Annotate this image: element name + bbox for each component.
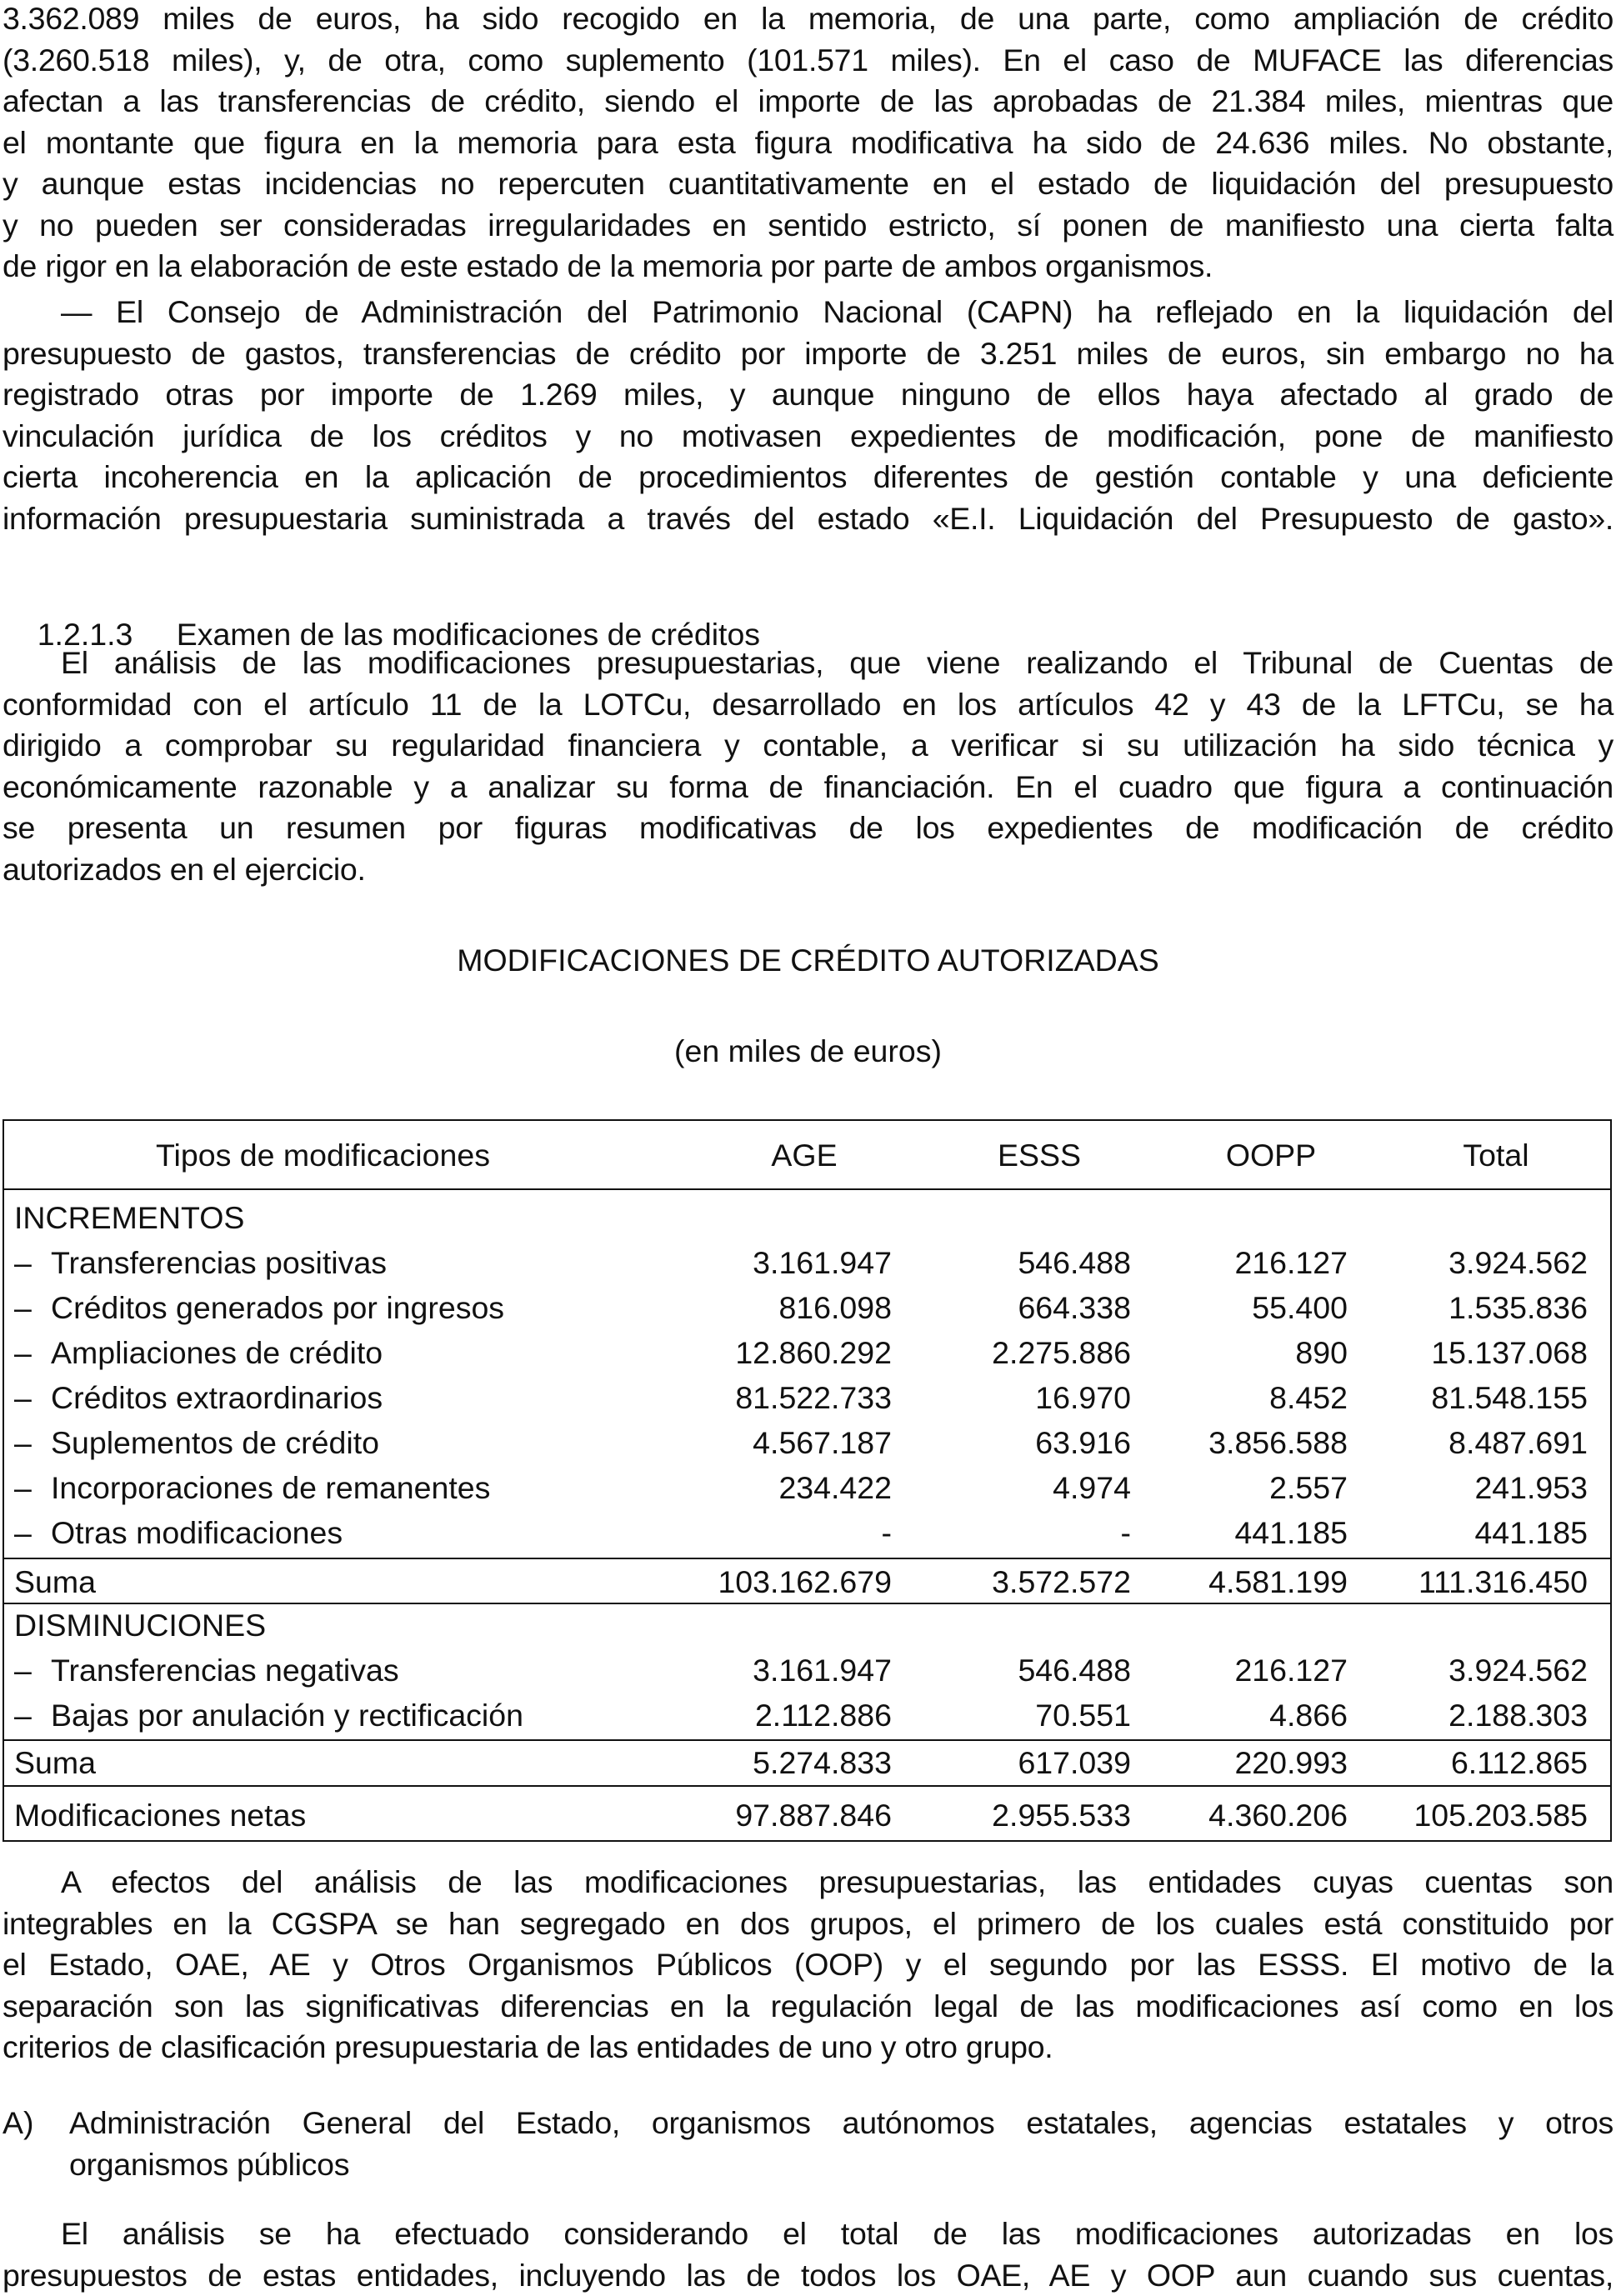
cell-age: 81.522.733 bbox=[642, 1375, 892, 1420]
paragraph-line: y aunque estas incidencias no repercuten cuantitativamente en el estado de liquidación del presupuesto bbox=[3, 163, 1613, 205]
header-cell: AGE bbox=[679, 1133, 929, 1178]
cell-esss: 63.916 bbox=[881, 1420, 1131, 1465]
cell-age: - bbox=[642, 1510, 892, 1555]
cell-oopp: 220.993 bbox=[1098, 1740, 1348, 1785]
paragraph-5 bbox=[3, 2213, 1613, 2296]
table-title: MODIFICACIONES DE CRÉDITO AUTORIZADAS bbox=[0, 939, 1616, 981]
paragraph-line: presupuesto de gastos, transferencias de crédito por importe de 3.251 miles de euros, sin embargo no ha bbox=[3, 333, 1613, 375]
paragraph-line: separación son las significativas diferencias en la regulación legal de las modificaciones así como en los bbox=[3, 1986, 1613, 2028]
cell-oopp: 4.360.206 bbox=[1098, 1793, 1348, 1838]
header-cell: OOPP bbox=[1146, 1133, 1396, 1178]
cell-esss: - bbox=[881, 1510, 1131, 1555]
paragraph-line: vinculación jurídica de los créditos y no motivasen expedientes de modificación, pone de manifiesto bbox=[3, 416, 1613, 458]
table-unit: (en miles de euros) bbox=[0, 1030, 1616, 1072]
paragraph-line: El análisis se ha efectuado considerando el total de las modificaciones autorizadas en los bbox=[3, 2213, 1613, 2255]
cell-oopp: 216.127 bbox=[1098, 1648, 1348, 1693]
cell-age: 4.567.187 bbox=[642, 1420, 892, 1465]
paragraph-3 bbox=[3, 643, 1613, 890]
cell-esss: 546.488 bbox=[881, 1648, 1131, 1693]
cell-total: 241.953 bbox=[1321, 1465, 1588, 1510]
cell-total: 441.185 bbox=[1321, 1510, 1588, 1555]
section-title: Examen de las modificaciones de créditos bbox=[177, 617, 760, 652]
cell-age: 5.274.833 bbox=[642, 1740, 892, 1785]
cell-age: 3.161.947 bbox=[642, 1240, 892, 1285]
row-label: – Bajas por anulación y rectificación bbox=[14, 1693, 523, 1738]
cell-oopp: 890 bbox=[1098, 1330, 1348, 1375]
paragraph-1 bbox=[3, 0, 1613, 288]
paragraph-line: afectan a las transferencias de crédito, siendo el importe de las aprobadas de 21.384 miles, mientras que bbox=[3, 81, 1613, 123]
cell-total: 81.548.155 bbox=[1321, 1375, 1588, 1420]
cell-total: 3.924.562 bbox=[1321, 1648, 1588, 1693]
paragraph-line: A efectos del análisis de las modificaciones presupuestarias, las entidades cuyas cuentas son bbox=[3, 1862, 1613, 1903]
row-label: – Transferencias positivas bbox=[14, 1240, 387, 1285]
paragraph-line: autorizados en el ejercicio. bbox=[3, 849, 1613, 891]
paragraph-line: dirigido a comprobar su regularidad financiera y contable, a verificar si su utilización ha sido técnica y bbox=[3, 725, 1613, 767]
paragraph-line: económicamente razonable y a analizar su forma de financiación. En el cuadro que figura a continuación bbox=[3, 767, 1613, 808]
cell-oopp: 8.452 bbox=[1098, 1375, 1348, 1420]
cell-total: 8.487.691 bbox=[1321, 1420, 1588, 1465]
cell-total: 2.188.303 bbox=[1321, 1693, 1588, 1738]
cell-esss: 4.974 bbox=[881, 1465, 1131, 1510]
row-label: – Ampliaciones de crédito bbox=[14, 1330, 383, 1375]
cell-oopp: 441.185 bbox=[1098, 1510, 1348, 1555]
cell-total: 3.924.562 bbox=[1321, 1240, 1588, 1285]
paragraph-line: cierta incoherencia en la aplicación de procedimientos diferentes de gestión contable y una deficiente bbox=[3, 457, 1613, 498]
paragraph-line: (3.260.518 miles), y, de otra, como suplemento (101.571 miles). En el caso de MUFACE las diferencias bbox=[3, 40, 1613, 82]
paragraph-line: conformidad con el artículo 11 de la LOTCu, desarrollado en los artículos 42 y 43 de la LFTCu, se ha bbox=[3, 684, 1613, 726]
cell-esss: 2.955.533 bbox=[881, 1793, 1131, 1838]
header-cell: ESSS bbox=[914, 1133, 1164, 1178]
row-label: – Créditos extraordinarios bbox=[14, 1375, 383, 1420]
paragraph-line: el montante que figura en la memoria para esta figura modificativa ha sido de 24.636 miles. No obstante, bbox=[3, 123, 1613, 164]
row-label: – Suplementos de crédito bbox=[14, 1420, 379, 1465]
row-label: Suma bbox=[14, 1740, 96, 1785]
cell-esss: 664.338 bbox=[881, 1285, 1131, 1330]
cell-age: 2.112.886 bbox=[642, 1693, 892, 1738]
cell-esss: 546.488 bbox=[881, 1240, 1131, 1285]
paragraph-line: se presenta un resumen por figuras modificativas de los expedientes de modificación de crédito bbox=[3, 808, 1613, 849]
cell-esss: 3.572.572 bbox=[881, 1559, 1131, 1604]
cell-esss: 16.970 bbox=[881, 1375, 1131, 1420]
cell-total: 15.137.068 bbox=[1321, 1330, 1588, 1375]
paragraph-line: Administración General del Estado, organismos autónomos estatales, agencias estatales y otros bbox=[69, 2103, 1613, 2144]
cell-age: 816.098 bbox=[642, 1285, 892, 1330]
paragraph-2 bbox=[3, 292, 1613, 539]
cell-oopp: 3.856.588 bbox=[1098, 1420, 1348, 1465]
paragraph-line: — El Consejo de Administración del Patrimonio Nacional (CAPN) ha reflejado en la liquidación del bbox=[3, 292, 1613, 333]
row-label: Modificaciones netas bbox=[14, 1793, 306, 1838]
row-label: – Créditos generados por ingresos bbox=[14, 1285, 504, 1330]
paragraph-line: 3.362.089 miles de euros, ha sido recogido en la memoria, de una parte, como ampliación de crédito bbox=[3, 0, 1613, 40]
cell-esss: 617.039 bbox=[881, 1740, 1131, 1785]
cell-esss: 70.551 bbox=[881, 1693, 1131, 1738]
cell-esss: 2.275.886 bbox=[881, 1330, 1131, 1375]
paragraph-line: El análisis de las modificaciones presupuestarias, que viene realizando el Tribunal de Cuentas de bbox=[3, 643, 1613, 684]
header-cell: Tipos de modificaciones bbox=[4, 1133, 642, 1178]
cell-age: 3.161.947 bbox=[642, 1648, 892, 1693]
paragraph-4 bbox=[3, 1862, 1613, 2068]
paragraph-line: presupuestos de estas entidades, incluyendo las de todos los OAE, AE y OOP aun cuando sus cuentas, bbox=[3, 2255, 1613, 2296]
cell-oopp: 2.557 bbox=[1098, 1465, 1348, 1510]
table-header-row bbox=[4, 1121, 1610, 1190]
modifications-table bbox=[3, 1119, 1612, 1842]
group-label-incrementos: INCREMENTOS bbox=[14, 1195, 244, 1240]
cell-age: 234.422 bbox=[642, 1465, 892, 1510]
list-marker: A) bbox=[3, 2103, 34, 2144]
cell-total: 1.535.836 bbox=[1321, 1285, 1588, 1330]
paragraph-line: integrables en la CGSPA se han segregado en dos grupos, el primero de los cuales está constituido por bbox=[3, 1903, 1613, 1945]
row-divider bbox=[4, 1785, 1610, 1787]
paragraph-line: el Estado, OAE, AE y Otros Organismos Públicos (OOP) y el segundo por las ESSS. El motivo de la bbox=[3, 1944, 1613, 1986]
cell-age: 103.162.679 bbox=[642, 1559, 892, 1604]
row-label: – Otras modificaciones bbox=[14, 1510, 343, 1555]
row-label: Suma bbox=[14, 1559, 96, 1604]
cell-total: 6.112.865 bbox=[1321, 1740, 1588, 1785]
cell-oopp: 55.400 bbox=[1098, 1285, 1348, 1330]
paragraph-line: información presupuestaria suministrada a través del estado «E.I. Liquidación del Presupuesto de gasto». bbox=[3, 498, 1613, 540]
cell-total: 111.316.450 bbox=[1321, 1559, 1588, 1604]
row-label: – Incorporaciones de remanentes bbox=[14, 1465, 490, 1510]
paragraph-line: de rigor en la elaboración de este estado de la memoria por parte de ambos organismos. bbox=[3, 246, 1613, 288]
cell-age: 97.887.846 bbox=[642, 1793, 892, 1838]
paragraph-line: registrado otras por importe de 1.269 miles, y aunque ninguno de ellos haya afectado al grado de bbox=[3, 374, 1613, 416]
group-label-disminuciones: DISMINUCIONES bbox=[14, 1603, 266, 1648]
paragraph-line: y no pueden ser consideradas irregularidades en sentido estricto, sí ponen de manifiesto una cierta falta bbox=[3, 205, 1613, 247]
paragraph-line: criterios de clasificación presupuestaria de las entidades de uno y otro grupo. bbox=[3, 2027, 1613, 2068]
paragraph-line: organismos públicos bbox=[69, 2144, 1613, 2186]
row-label: – Transferencias negativas bbox=[14, 1648, 399, 1693]
cell-oopp: 216.127 bbox=[1098, 1240, 1348, 1285]
header-cell: Total bbox=[1371, 1133, 1616, 1178]
cell-total: 105.203.585 bbox=[1321, 1793, 1588, 1838]
cell-age: 12.860.292 bbox=[642, 1330, 892, 1375]
section-number: 1.2.1.3 bbox=[38, 613, 177, 655]
cell-oopp: 4.866 bbox=[1098, 1693, 1348, 1738]
cell-oopp: 4.581.199 bbox=[1098, 1559, 1348, 1604]
